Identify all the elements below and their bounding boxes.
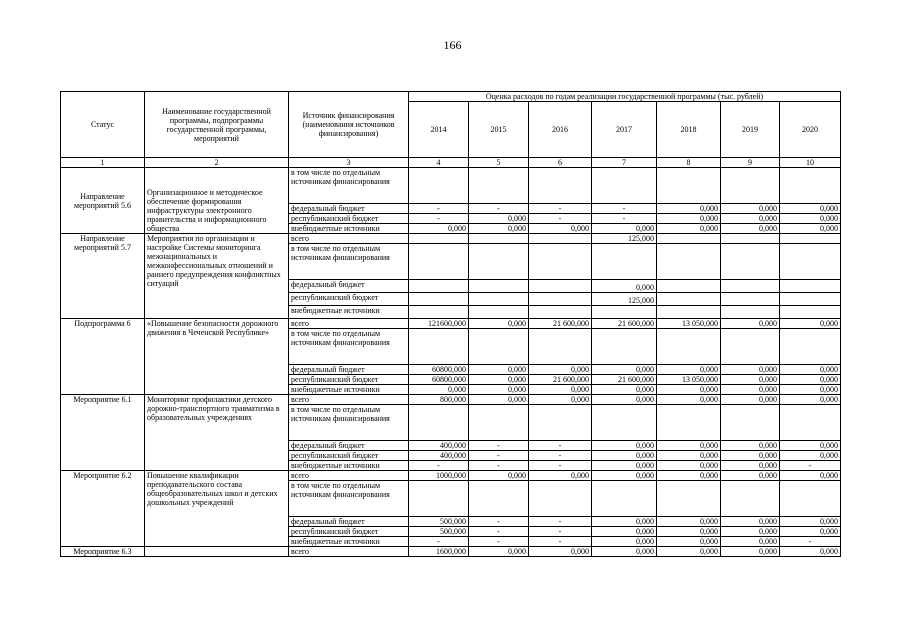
value-cell: 0,000 bbox=[657, 537, 721, 547]
status-cell: Подпрограмма 6 bbox=[61, 319, 145, 395]
value-cell: - bbox=[409, 461, 469, 471]
value-cell bbox=[780, 481, 841, 517]
value-cell: 0,000 bbox=[657, 547, 721, 557]
value-cell: 0,000 bbox=[657, 395, 721, 405]
value-cell: 0,000 bbox=[657, 204, 721, 214]
value-cell bbox=[529, 293, 592, 306]
value-cell bbox=[721, 168, 780, 204]
value-cell bbox=[657, 405, 721, 441]
value-cell: - bbox=[529, 537, 592, 547]
value-cell: 0,000 bbox=[529, 547, 592, 557]
status-cell: Направление мероприятий 5.7 bbox=[61, 234, 145, 319]
header-year: 2017 bbox=[592, 102, 657, 158]
value-cell: 0,000 bbox=[592, 395, 657, 405]
value-cell: 0,000 bbox=[592, 517, 657, 527]
name-cell: Организационное и методическое обеспечение формирования инфраструктуры электронного правительства и информационного общества bbox=[145, 168, 289, 234]
source-cell: в том числе по отдельным источникам финансирования bbox=[289, 481, 409, 517]
value-cell bbox=[469, 293, 529, 306]
value-cell: 0,000 bbox=[780, 375, 841, 385]
value-cell: 0,000 bbox=[529, 365, 592, 375]
value-cell bbox=[469, 280, 529, 293]
value-cell: - bbox=[529, 461, 592, 471]
column-number: 1 bbox=[61, 158, 145, 168]
column-number: 5 bbox=[469, 158, 529, 168]
value-cell: 400,000 bbox=[409, 441, 469, 451]
value-cell: 21 600,000 bbox=[529, 375, 592, 385]
value-cell: 0,000 bbox=[469, 214, 529, 224]
value-cell: 0,000 bbox=[469, 365, 529, 375]
value-cell: 0,000 bbox=[780, 547, 841, 557]
value-cell: 0,000 bbox=[592, 224, 657, 234]
value-cell: - bbox=[469, 537, 529, 547]
value-cell bbox=[529, 168, 592, 204]
value-cell bbox=[780, 329, 841, 365]
value-cell: 0,000 bbox=[721, 441, 780, 451]
column-number: 9 bbox=[721, 158, 780, 168]
value-cell bbox=[409, 168, 469, 204]
value-cell bbox=[721, 293, 780, 306]
page-number: 166 bbox=[443, 38, 462, 52]
value-cell bbox=[592, 168, 657, 204]
value-cell: 400,000 bbox=[409, 451, 469, 461]
value-cell: 0,000 bbox=[780, 395, 841, 405]
value-cell: 0,000 bbox=[721, 517, 780, 527]
table-row bbox=[61, 547, 841, 557]
value-cell bbox=[592, 244, 657, 280]
value-cell: 0,000 bbox=[780, 204, 841, 214]
source-cell: всего bbox=[289, 234, 409, 244]
value-cell: 0,000 bbox=[721, 375, 780, 385]
source-cell: внебюджетные источники bbox=[289, 224, 409, 234]
value-cell: 121600,000 bbox=[409, 319, 469, 329]
value-cell: 0,000 bbox=[469, 224, 529, 234]
value-cell: 0,000 bbox=[721, 319, 780, 329]
value-cell: 60800,000 bbox=[409, 365, 469, 375]
value-cell: 0,000 bbox=[592, 280, 657, 293]
value-cell bbox=[529, 481, 592, 517]
value-cell bbox=[657, 244, 721, 280]
source-cell: внебюджетные источники bbox=[289, 385, 409, 395]
value-cell: 0,000 bbox=[780, 441, 841, 451]
value-cell bbox=[657, 234, 721, 244]
header-year: 2016 bbox=[529, 102, 592, 158]
value-cell bbox=[409, 306, 469, 319]
value-cell: 60800,000 bbox=[409, 375, 469, 385]
value-cell: 0,000 bbox=[469, 471, 529, 481]
value-cell: - bbox=[529, 204, 592, 214]
header-year: 2014 bbox=[409, 102, 469, 158]
value-cell bbox=[780, 168, 841, 204]
value-cell: 125,000 bbox=[592, 293, 657, 306]
column-number: 3 bbox=[289, 158, 409, 168]
value-cell: 0,000 bbox=[721, 547, 780, 557]
value-cell bbox=[721, 280, 780, 293]
value-cell: 0,000 bbox=[657, 365, 721, 375]
value-cell: - bbox=[409, 537, 469, 547]
value-cell bbox=[592, 306, 657, 319]
value-cell: 0,000 bbox=[780, 385, 841, 395]
value-cell: 0,000 bbox=[592, 365, 657, 375]
value-cell: 0,000 bbox=[780, 224, 841, 234]
value-cell bbox=[657, 481, 721, 517]
value-cell: 0,000 bbox=[780, 527, 841, 537]
value-cell: 500,000 bbox=[409, 517, 469, 527]
source-cell: в том числе по отдельным источникам финансирования bbox=[289, 405, 409, 441]
value-cell bbox=[409, 244, 469, 280]
value-cell: 1000,000 bbox=[409, 471, 469, 481]
value-cell bbox=[721, 306, 780, 319]
value-cell: - bbox=[469, 517, 529, 527]
source-cell: республиканский бюджет bbox=[289, 214, 409, 224]
source-cell: всего bbox=[289, 471, 409, 481]
value-cell: - bbox=[469, 461, 529, 471]
value-cell: 0,000 bbox=[529, 471, 592, 481]
value-cell: - bbox=[780, 461, 841, 471]
value-cell: 21 600,000 bbox=[529, 319, 592, 329]
name-cell: «Повышение безопасности дорожного движения в Чеченской Республике» bbox=[145, 319, 289, 395]
status-cell: Мероприятие 6.3 bbox=[61, 547, 145, 557]
column-number: 2 bbox=[145, 158, 289, 168]
value-cell: 0,000 bbox=[592, 537, 657, 547]
value-cell: 0,000 bbox=[529, 395, 592, 405]
source-cell: всего bbox=[289, 547, 409, 557]
value-cell bbox=[592, 405, 657, 441]
value-cell: 0,000 bbox=[469, 395, 529, 405]
value-cell: - bbox=[469, 527, 529, 537]
value-cell bbox=[409, 481, 469, 517]
value-cell: 0,000 bbox=[592, 547, 657, 557]
table-row bbox=[61, 234, 841, 244]
value-cell bbox=[780, 234, 841, 244]
source-cell: внебюджетные источники bbox=[289, 461, 409, 471]
value-cell bbox=[409, 405, 469, 441]
value-cell: 0,000 bbox=[657, 517, 721, 527]
source-cell: в том числе по отдельным источникам финансирования bbox=[289, 244, 409, 280]
value-cell: - bbox=[592, 204, 657, 214]
value-cell bbox=[409, 293, 469, 306]
status-cell: Мероприятие 6.2 bbox=[61, 471, 145, 547]
value-cell bbox=[721, 244, 780, 280]
name-cell: Мероприятия по организации и настройке Системы мониторинга межнациональных и межконфессиональных отношений и раннего предупреждения конфликтных ситуаций bbox=[145, 234, 289, 319]
value-cell: 0,000 bbox=[592, 451, 657, 461]
budget-table bbox=[60, 91, 841, 557]
header-estimate: Оценка расходов по годам реализации государственной программы (тыс. рублей) bbox=[409, 92, 841, 102]
value-cell bbox=[469, 244, 529, 280]
value-cell: - bbox=[529, 441, 592, 451]
source-cell: федеральный бюджет bbox=[289, 204, 409, 214]
value-cell: - bbox=[409, 214, 469, 224]
source-cell: всего bbox=[289, 395, 409, 405]
value-cell: 0,000 bbox=[469, 385, 529, 395]
value-cell: 0,000 bbox=[721, 395, 780, 405]
table-row bbox=[61, 319, 841, 329]
value-cell: 0,000 bbox=[780, 471, 841, 481]
column-number: 8 bbox=[657, 158, 721, 168]
value-cell: 0,000 bbox=[780, 214, 841, 224]
value-cell: 0,000 bbox=[592, 385, 657, 395]
value-cell: - bbox=[529, 451, 592, 461]
value-cell: - bbox=[469, 204, 529, 214]
source-cell: внебюджетные источники bbox=[289, 306, 409, 319]
table-row bbox=[61, 471, 841, 481]
source-cell: республиканский бюджет bbox=[289, 375, 409, 385]
value-cell bbox=[529, 280, 592, 293]
value-cell: 0,000 bbox=[780, 517, 841, 527]
value-cell: 0,000 bbox=[592, 471, 657, 481]
value-cell bbox=[657, 329, 721, 365]
value-cell: 0,000 bbox=[409, 385, 469, 395]
value-cell: 1600,000 bbox=[409, 547, 469, 557]
value-cell: 0,000 bbox=[657, 461, 721, 471]
value-cell: - bbox=[469, 441, 529, 451]
value-cell bbox=[780, 405, 841, 441]
value-cell bbox=[780, 280, 841, 293]
value-cell bbox=[469, 405, 529, 441]
value-cell bbox=[657, 280, 721, 293]
value-cell: - bbox=[529, 517, 592, 527]
header-source: Источник финансирования (наименования источников финансирования) bbox=[289, 92, 409, 158]
value-cell bbox=[721, 405, 780, 441]
value-cell bbox=[409, 280, 469, 293]
value-cell: - bbox=[529, 527, 592, 537]
value-cell: 13 050,000 bbox=[657, 375, 721, 385]
value-cell bbox=[592, 481, 657, 517]
value-cell: 0,000 bbox=[657, 527, 721, 537]
value-cell bbox=[780, 306, 841, 319]
column-number: 7 bbox=[592, 158, 657, 168]
value-cell bbox=[409, 329, 469, 365]
value-cell bbox=[529, 306, 592, 319]
value-cell: - bbox=[469, 451, 529, 461]
value-cell: 0,000 bbox=[657, 471, 721, 481]
table-row bbox=[61, 395, 841, 405]
value-cell: 0,000 bbox=[721, 214, 780, 224]
value-cell bbox=[529, 329, 592, 365]
value-cell bbox=[469, 234, 529, 244]
source-cell: федеральный бюджет bbox=[289, 280, 409, 293]
source-cell: в том числе по отдельным источникам финансирования bbox=[289, 168, 409, 204]
value-cell: 800,000 bbox=[409, 395, 469, 405]
value-cell bbox=[409, 234, 469, 244]
value-cell: 0,000 bbox=[721, 537, 780, 547]
value-cell bbox=[529, 234, 592, 244]
header-name: Наименование государственной программы, подпрограммы государственной программы, мероприятий bbox=[145, 92, 289, 158]
value-cell: 0,000 bbox=[721, 471, 780, 481]
value-cell: - bbox=[592, 214, 657, 224]
value-cell bbox=[721, 481, 780, 517]
value-cell: 0,000 bbox=[721, 204, 780, 214]
value-cell bbox=[780, 244, 841, 280]
table-row bbox=[61, 168, 841, 204]
source-cell: федеральный бюджет bbox=[289, 441, 409, 451]
name-cell: Повышение квалификации преподавательского состава общеобразовательных школ и детских дошкольных учреждений bbox=[145, 471, 289, 547]
value-cell bbox=[721, 329, 780, 365]
value-cell bbox=[469, 306, 529, 319]
value-cell: 0,000 bbox=[721, 461, 780, 471]
value-cell: 0,000 bbox=[409, 224, 469, 234]
value-cell: - bbox=[409, 204, 469, 214]
header-year: 2019 bbox=[721, 102, 780, 158]
value-cell bbox=[529, 244, 592, 280]
source-cell: всего bbox=[289, 319, 409, 329]
value-cell: 125,000 bbox=[592, 234, 657, 244]
value-cell: 0,000 bbox=[721, 385, 780, 395]
column-number: 6 bbox=[529, 158, 592, 168]
value-cell: 0,000 bbox=[721, 527, 780, 537]
name-cell: Мониторинг профилактики детского дорожно-транспортного травматизма в образовательных учреждениях bbox=[145, 395, 289, 471]
column-number: 10 bbox=[780, 158, 841, 168]
value-cell: 0,000 bbox=[780, 365, 841, 375]
header-status: Статус bbox=[61, 92, 145, 158]
value-cell bbox=[469, 168, 529, 204]
source-cell: федеральный бюджет bbox=[289, 365, 409, 375]
source-cell: республиканский бюджет bbox=[289, 451, 409, 461]
status-cell: Направление мероприятий 5.6 bbox=[61, 168, 145, 234]
value-cell: 21 600,000 bbox=[592, 375, 657, 385]
value-cell: 0,000 bbox=[657, 224, 721, 234]
value-cell bbox=[657, 293, 721, 306]
source-cell: федеральный бюджет bbox=[289, 517, 409, 527]
value-cell: 500,000 bbox=[409, 527, 469, 537]
value-cell: 0,000 bbox=[657, 451, 721, 461]
value-cell bbox=[469, 481, 529, 517]
value-cell bbox=[592, 329, 657, 365]
value-cell: 0,000 bbox=[469, 375, 529, 385]
value-cell: 0,000 bbox=[721, 224, 780, 234]
status-cell: Мероприятие 6.1 bbox=[61, 395, 145, 471]
header-year: 2015 bbox=[469, 102, 529, 158]
value-cell: - bbox=[780, 537, 841, 547]
value-cell: 0,000 bbox=[780, 451, 841, 461]
value-cell: 0,000 bbox=[721, 451, 780, 461]
value-cell: 21 600,000 bbox=[592, 319, 657, 329]
value-cell: 0,000 bbox=[529, 385, 592, 395]
value-cell: 13 050,000 bbox=[657, 319, 721, 329]
source-cell: республиканский бюджет bbox=[289, 293, 409, 306]
value-cell: 0,000 bbox=[657, 441, 721, 451]
source-cell: в том числе по отдельным источникам финансирования bbox=[289, 329, 409, 365]
value-cell: 0,000 bbox=[592, 527, 657, 537]
value-cell: 0,000 bbox=[592, 461, 657, 471]
column-number: 4 bbox=[409, 158, 469, 168]
source-cell: республиканский бюджет bbox=[289, 527, 409, 537]
source-cell: внебюджетные источники bbox=[289, 537, 409, 547]
value-cell bbox=[469, 329, 529, 365]
value-cell: 0,000 bbox=[469, 547, 529, 557]
value-cell: 0,000 bbox=[657, 385, 721, 395]
value-cell: 0,000 bbox=[592, 441, 657, 451]
name-cell bbox=[145, 547, 289, 557]
value-cell: 0,000 bbox=[529, 224, 592, 234]
value-cell: 0,000 bbox=[721, 365, 780, 375]
value-cell: 0,000 bbox=[657, 214, 721, 224]
header-year: 2018 bbox=[657, 102, 721, 158]
value-cell: 0,000 bbox=[780, 319, 841, 329]
value-cell bbox=[721, 234, 780, 244]
header-year: 2020 bbox=[780, 102, 841, 158]
value-cell bbox=[529, 405, 592, 441]
value-cell bbox=[780, 293, 841, 306]
value-cell: 0,000 bbox=[469, 319, 529, 329]
value-cell: - bbox=[529, 214, 592, 224]
value-cell bbox=[657, 306, 721, 319]
value-cell bbox=[657, 168, 721, 204]
